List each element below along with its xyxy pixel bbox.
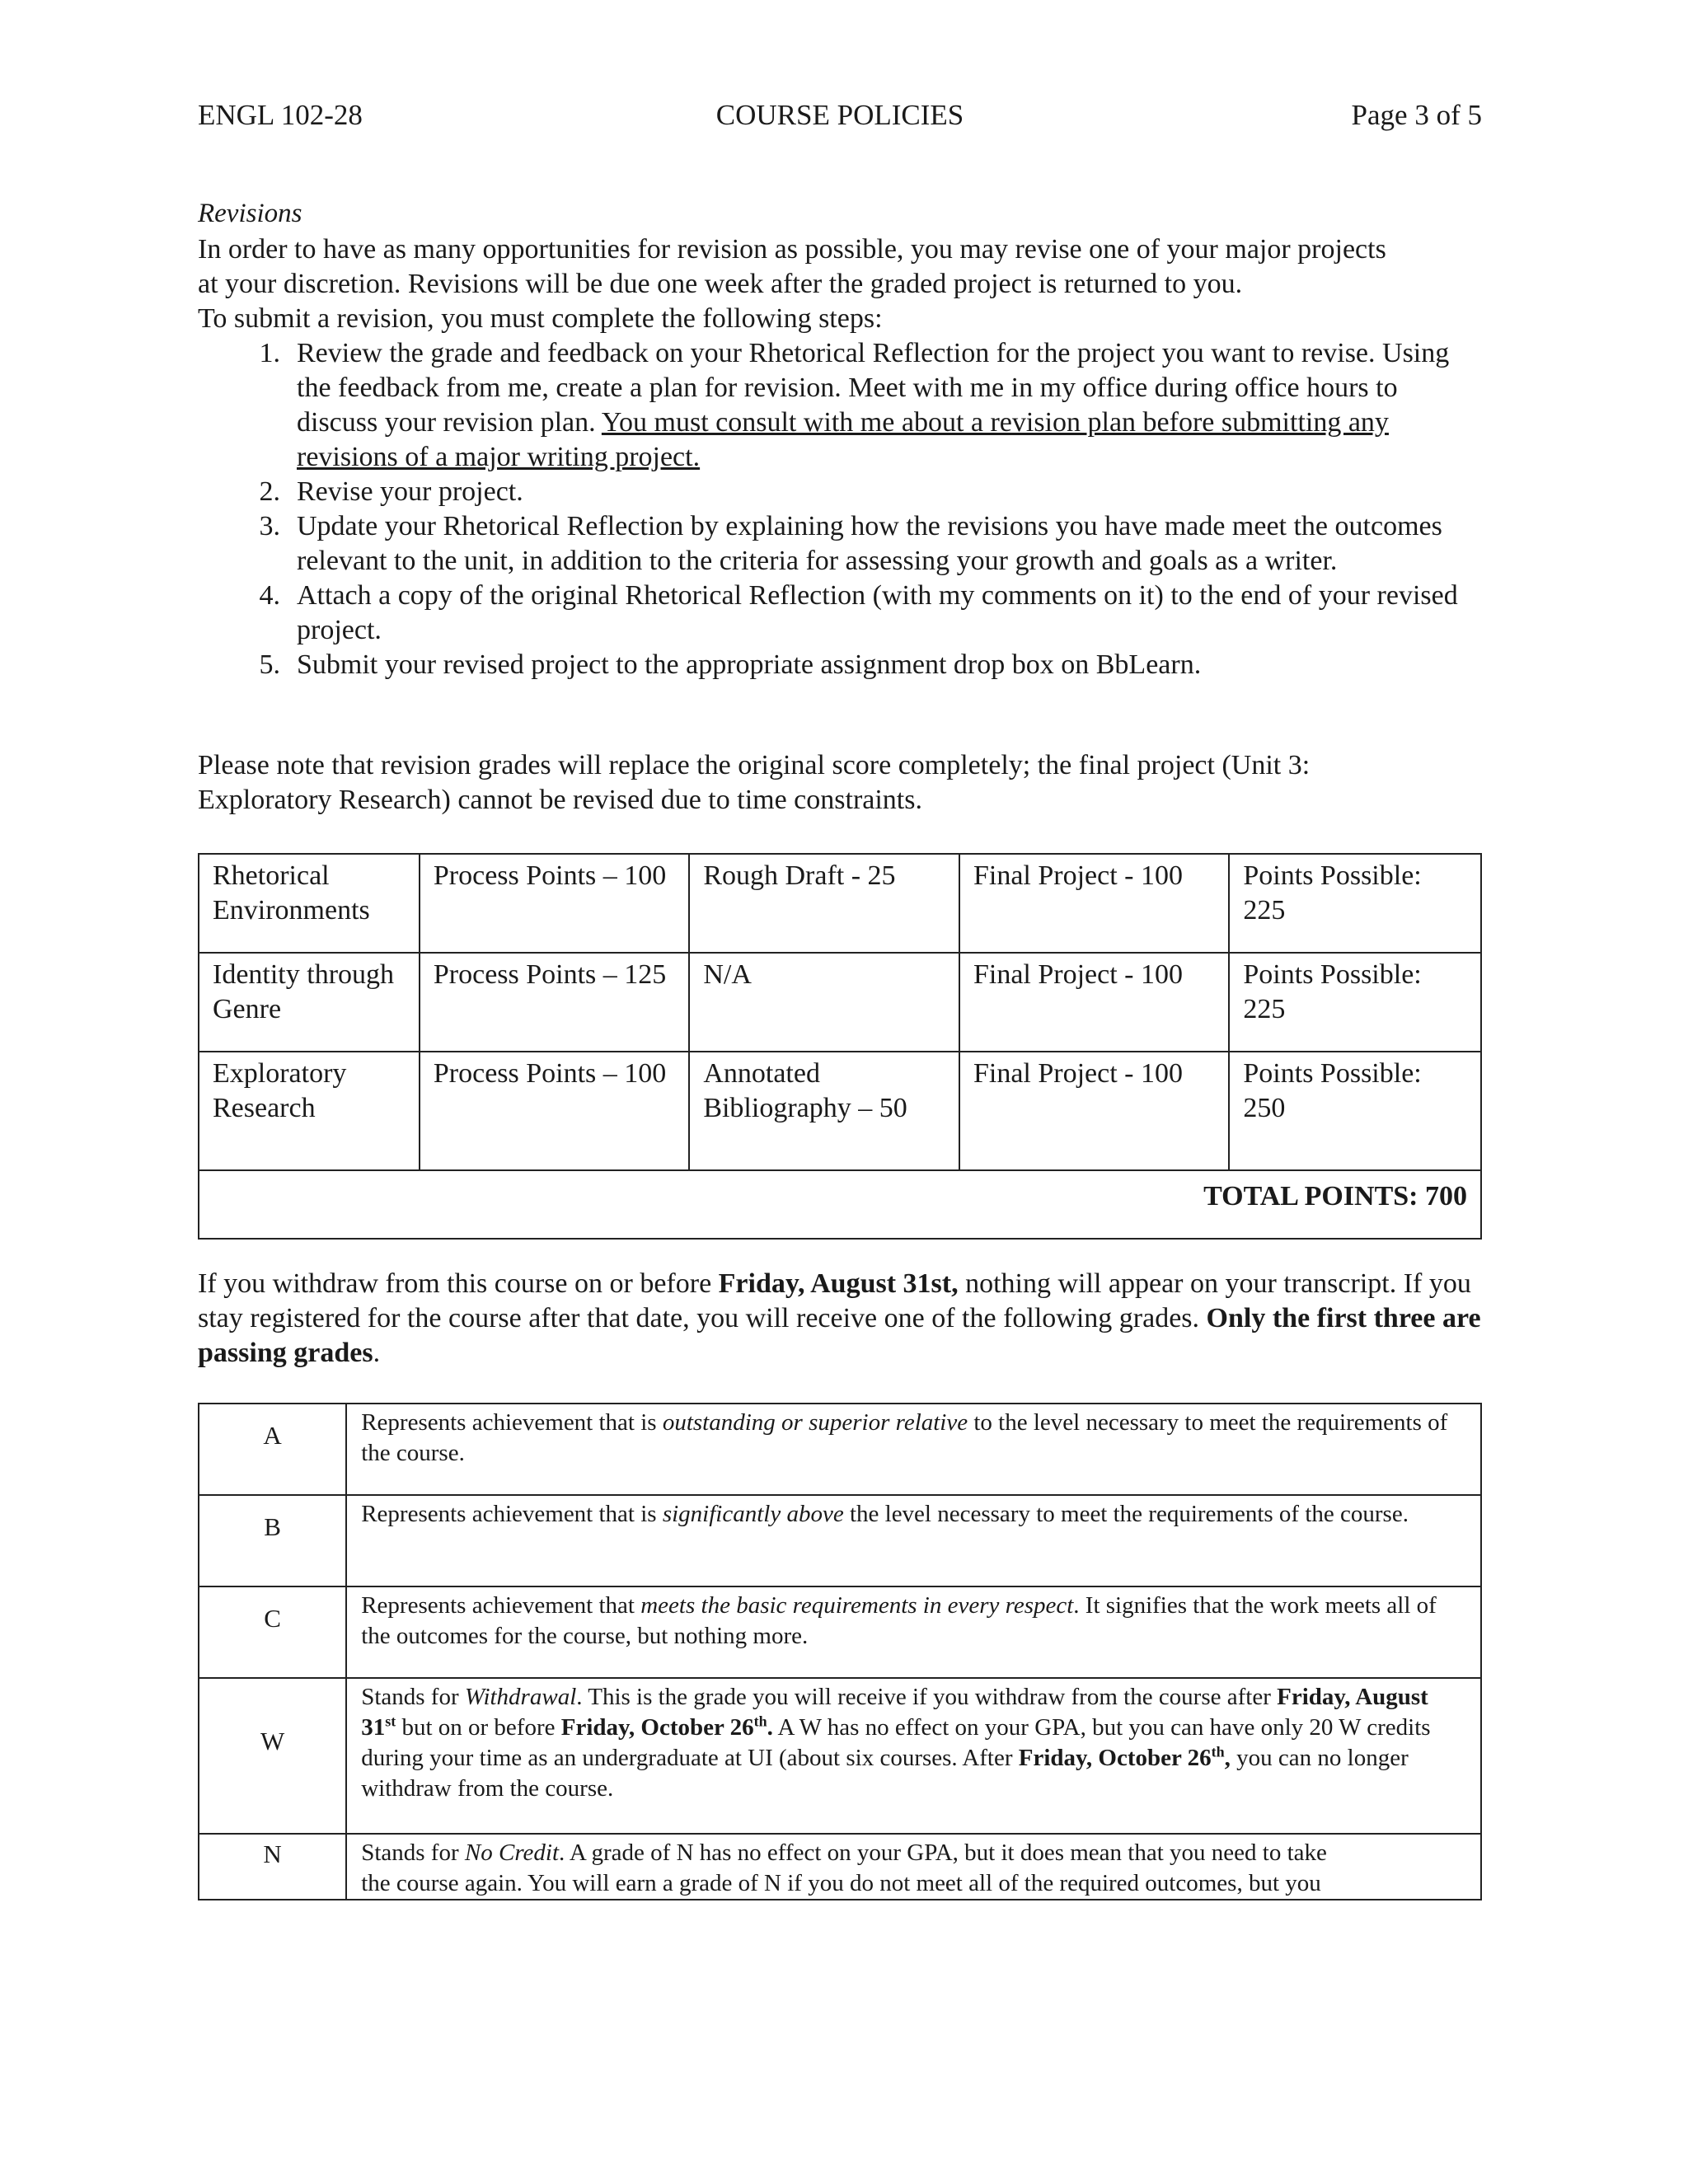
withdrawal-paragraph — [198, 1267, 1482, 1371]
grade-letter-text: C — [264, 1604, 281, 1633]
desc-emphasis: Withdrawal — [464, 1684, 577, 1710]
withdraw-period: . — [373, 1338, 381, 1368]
desc-emphasis: outstanding or superior relative — [662, 1409, 968, 1436]
withdraw-text-part: If you withdraw from this course on or before — [198, 1268, 719, 1299]
grades-table — [198, 1403, 1482, 1900]
desc-text: . It signifies that the work meets all of the outcomes for the course, but nothing more. — [361, 1592, 1437, 1649]
withdrawal-text — [198, 1267, 1482, 1371]
grade-letter-text: W — [260, 1727, 285, 1755]
desc-emphasis: meets the basic requirements in every respect — [640, 1592, 1074, 1619]
final-project-cell: Final Project - 100 — [959, 953, 1229, 1052]
desc-text: to the level necessary to meet the requirements of the course. — [361, 1409, 1448, 1466]
intro-line: In order to have as many opportunities for revision as possible, you may revise one of your major projects — [198, 234, 1386, 265]
grade-row — [199, 1404, 1481, 1495]
intro-line: at your discretion. Revisions will be due one week after the graded project is returned to you. — [198, 269, 1243, 299]
draft-cell: Rough Draft - 25 — [689, 854, 959, 953]
step-number: 2. — [259, 476, 280, 507]
grade-letter — [199, 1586, 346, 1678]
desc-text: Represents achievement that is — [361, 1409, 663, 1436]
revision-steps-list — [198, 336, 1482, 682]
grade-description — [346, 1495, 1481, 1586]
grade-row — [199, 1586, 1481, 1678]
step-underlined-text: You must consult with me about a revision plan before submitting any revisions of a major writing project. — [297, 407, 1389, 472]
final-project-cell: Final Project - 100 — [959, 1052, 1229, 1170]
grade-description — [346, 1586, 1481, 1678]
desc-text: you can no longer withdraw from the course. — [361, 1745, 1409, 1802]
grade-letter — [199, 1678, 346, 1834]
step-text: Attach a copy of the original Rhetorical Reflection (with my comments on it) to the end of your revised project. — [297, 580, 1458, 645]
step-text: Revise your project. — [297, 476, 523, 507]
step-text: Submit your revised project to the appropriate assignment drop box on BbLearn. — [297, 649, 1202, 680]
revision-note — [198, 748, 1482, 818]
table-row — [199, 1052, 1481, 1170]
desc-text: but on or before — [396, 1714, 561, 1741]
desc-emphasis: significantly above — [662, 1501, 844, 1527]
withdraw-date: Friday, August 31st, — [718, 1268, 959, 1299]
grade-row — [199, 1678, 1481, 1834]
table-row — [199, 953, 1481, 1052]
header-title: COURSE POLICIES — [715, 99, 964, 131]
revisions-heading: Revisions — [198, 199, 302, 228]
desc-bold-punct: , — [1224, 1745, 1231, 1771]
grade-letter — [199, 1404, 346, 1495]
points-possible-cell: Points Possible: 250 — [1229, 1052, 1481, 1170]
points-possible-cell: Points Possible: 225 — [1229, 953, 1481, 1052]
date-suffix: st — [385, 1713, 396, 1730]
revision-step — [198, 336, 1482, 475]
desc-text: . A grade of N has no effect on your GPA, but it does mean that you need to take — [559, 1840, 1327, 1866]
points-possible-cell: Points Possible: 225 — [1229, 854, 1481, 953]
desc-text: Represents achievement that is — [361, 1501, 663, 1527]
process-points-cell: Process Points – 100 — [420, 1052, 689, 1170]
step-number: 1. — [259, 338, 280, 368]
draft-cell: N/A — [689, 953, 959, 1052]
revision-step — [198, 509, 1482, 579]
grade-letter-text: A — [263, 1421, 282, 1450]
date-suffix: th — [1211, 1743, 1225, 1760]
process-points-cell: Process Points – 100 — [420, 854, 689, 953]
draft-cell: Annotated Bibliography – 50 — [689, 1052, 959, 1170]
desc-emphasis: No Credit — [464, 1840, 560, 1866]
grade-description — [346, 1834, 1481, 1900]
desc-text: Represents achievement that — [361, 1592, 641, 1619]
grade-description — [346, 1404, 1481, 1495]
desc-text: A W has no effect on your GPA, but you can have only 20 W credits during your time as an undergraduate at UI (about six courses. After — [361, 1714, 1431, 1771]
page-number: Page 3 of 5 — [1351, 99, 1482, 131]
unit-name-cell: Exploratory Research — [199, 1052, 420, 1170]
grade-row — [199, 1834, 1481, 1900]
unit-name-cell: Identity through Genre — [199, 953, 420, 1052]
desc-bold-date: Friday, October 26 — [1018, 1745, 1212, 1771]
revision-step — [198, 579, 1482, 648]
desc-text: Stands for — [361, 1684, 465, 1710]
desc-text: Stands for — [361, 1840, 465, 1866]
step-number: 4. — [259, 580, 280, 611]
table-row — [199, 854, 1481, 953]
grade-letter — [199, 1834, 346, 1900]
revision-step — [198, 475, 1482, 509]
desc-line: the course again. You will earn a grade of N if you do not meet all of the required outcomes, but you — [361, 1870, 1321, 1896]
passing-grades-note: Only the first three are passing grades — [198, 1303, 1481, 1368]
desc-line — [361, 1838, 1466, 1868]
process-points-cell: Process Points – 125 — [420, 953, 689, 1052]
revisions-intro — [198, 232, 1482, 336]
intro-line: To submit a revision, you must complete the following steps: — [198, 303, 883, 334]
grade-description — [346, 1678, 1481, 1834]
step-number: 5. — [259, 649, 280, 680]
step-text: Review the grade and feedback on your Rhetorical Reflection for the project you want to revise. Using the feedback from me, create a plan for revision. Meet with me in my office during office hours to discuss your revision plan. — [297, 338, 1450, 438]
step-text: Update your Rhetorical Reflection by explaining how the revisions you have made meet the outcomes relevant to the unit, in addition to the criteria for assessing your growth and goals as a writer. — [297, 511, 1442, 576]
total-row — [199, 1170, 1481, 1239]
date-suffix: th — [753, 1713, 767, 1730]
desc-text: . This is the grade you will receive if you withdraw from the course after — [576, 1684, 1278, 1710]
desc-text: the level necessary to meet the requirements of the course. — [843, 1501, 1409, 1527]
grade-letter-text: B — [264, 1512, 281, 1541]
note-line: Please note that revision grades will replace the original score completely; the final project (Unit 3: — [198, 750, 1311, 780]
note-line: Exploratory Research) cannot be revised due to time constraints. — [198, 785, 922, 815]
withdraw-text-part: nothing will appear on your transcript. If you stay registered for the course after that date, you will receive one of the following grades. — [198, 1268, 1471, 1333]
grade-letter — [199, 1495, 346, 1586]
points-table — [198, 853, 1482, 1240]
grade-letter-text: N — [263, 1840, 282, 1868]
desc-bold-date: Friday, October 26 — [560, 1714, 754, 1741]
unit-name-cell: Rhetorical Environments — [199, 854, 420, 953]
revision-step — [198, 648, 1482, 682]
final-project-cell: Final Project - 100 — [959, 854, 1229, 953]
desc-bold-date: Friday, August 31 — [361, 1684, 1428, 1741]
step-number: 3. — [259, 511, 280, 541]
course-code: ENGL 102-28 — [198, 99, 363, 131]
grade-row — [199, 1495, 1481, 1586]
desc-bold-punct: . — [767, 1714, 773, 1741]
total-points: TOTAL POINTS: 700 — [199, 1170, 1481, 1239]
page-header — [198, 97, 1482, 134]
